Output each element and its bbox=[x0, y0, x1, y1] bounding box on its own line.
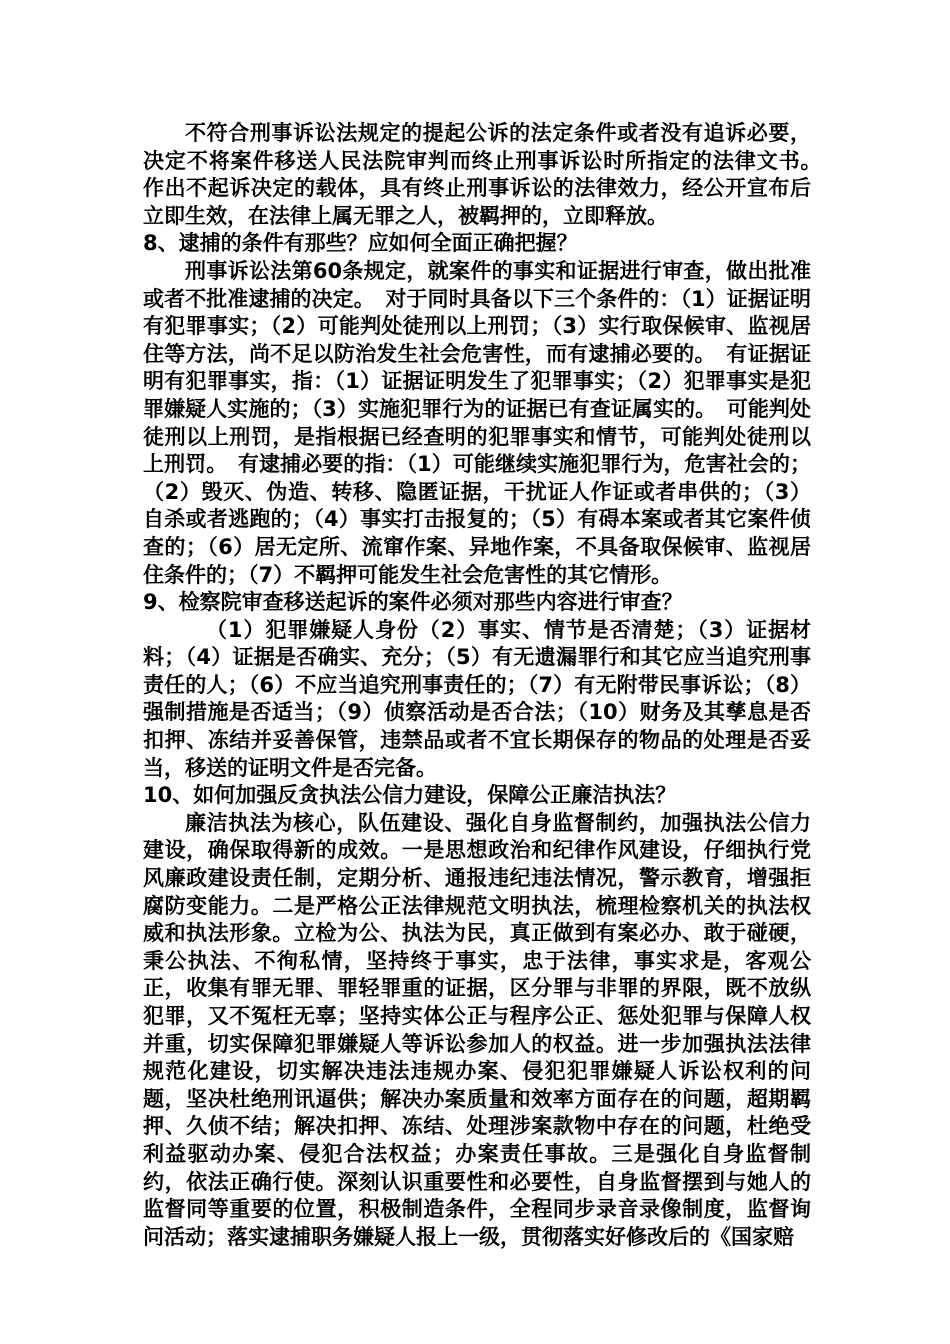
question-9-heading: 9、检察院审查移送起诉的案件必须对那些内容进行审查？ bbox=[143, 590, 683, 615]
question-10-heading: 10、如何加强反贪执法公信力建设，保障公正廉洁执法？ bbox=[143, 783, 677, 808]
paragraph-review-contents: （1）犯罪嫌疑人身份（2）事实、情节是否清楚；（3）证据材料；（4）证据是否确实、充分；（5）有无遗漏罪行和其它应当追究刑事责任的人；（6）不应当追究刑事责任的；（7）有无附带民事诉讼；（8）强制措施是否适当；（9）侦察活动是否合法；（10）财务及其孳息是否扣押、冻结并妥善保管，违禁品或者不宜长期保存的物品的处理是否妥当，移送的证明文件是否完备。 bbox=[143, 617, 811, 780]
question-8-heading: 8、逮捕的条件有那些？应如何全面正确把握？ bbox=[143, 231, 578, 256]
document-body bbox=[143, 120, 832, 1251]
paragraph-non-prosecution: 不符合刑事诉讼法规定的提起公诉的法定条件或者没有追诉必要，决定不将案件移送人民法院审判而终止刑事诉讼时所指定的法律文书。 作出不起诉决定的载体，具有终止刑事诉讼的法律效力，经公开宣布后立即生效，在法律上属无罪之人，被羁押的，立即释放。 bbox=[143, 121, 832, 228]
paragraph-anti-corruption: 廉洁执法为核心，队伍建设、强化自身监督制约，加强执法公信力建设，确保取得新的成效。一是思想政治和纪律作风建设，仔细执行党风廉政建设责任制，定期分析、通报违纪违法情况，警示教育，增强拒腐防变能力。二是严格公正法律规范文明执法，梳理检察机关的执法权威和执法形象。立检为公、执法为民，真正做到有案必办、敢于碰硬，秉公执法、不徇私情，坚持终于事实，忠于法律，事实求是，客观公正，收集有罪无罪、罪轻罪重的证据，区分罪与非罪的界限，既不放纵犯罪，又不冤枉无辜；坚持实体公正与程序公正、惩处犯罪与保障人权并重，切实保障犯罪嫌疑人等诉讼参加人的权益。进一步加强执法法律规范化建设，切实解决违法违规办案、侵犯犯罪嫌疑人诉讼权利的问题，坚决杜绝刑讯逼供；解决办案质量和效率方面存在的问题，超期羁押、久侦不结；解决扣押、冻结、处理涉案款物中存在的问题，杜绝受利益驱动办案、侵犯合法权益；办案责任事故。三是强化自身监督制约，依法正确行使。深刻认识重要性和必要性，自身监督摆到与她人的监督同等重要的位置，积极制造条件，全程同步录音录像制度，监督询问活动；落实逮捕职务嫌疑人报上一级，贯彻落实好修改后的《国家赔 bbox=[143, 810, 811, 1249]
paragraph-arrest-conditions: 刑事诉讼法第60条规定，就案件的事实和证据进行审查，做出批准或者不批准逮捕的决定。 对于同时具备以下三个条件的：（1）证据证明有犯罪事实；（2）可能判处徒刑以上刑罚；（3）实行取保候审、监视居住等方法，尚不足以防治发生社会危害性，而有逮捕必要的。 有证据证明有犯罪事实，指：（1）证据证明发生了犯罪事实；（2）犯罪事实是犯罪嫌疑人实施的；（3）实施犯罪行为的证据已有查证属实的。 可能判处徒刑以上刑罚，是指根据已经查明的犯罪事实和情节，可能判处徒刑以上刑罚。 有逮捕必要的指：（1）可能继续实施犯罪行为，危害社会的；（2）毁灭、伪造、转移、隐匿证据，干扰证人作证或者串供的；（3）自杀或者逃跑的；（4）事实打击报复的；（5）有碍本案或者其它案件侦查的；（6）居无定所、流窜作案、异地作案，不具备取保候审、监视居住条件的；（7）不羁押可能发生社会危害性的其它情形。 bbox=[143, 258, 811, 587]
